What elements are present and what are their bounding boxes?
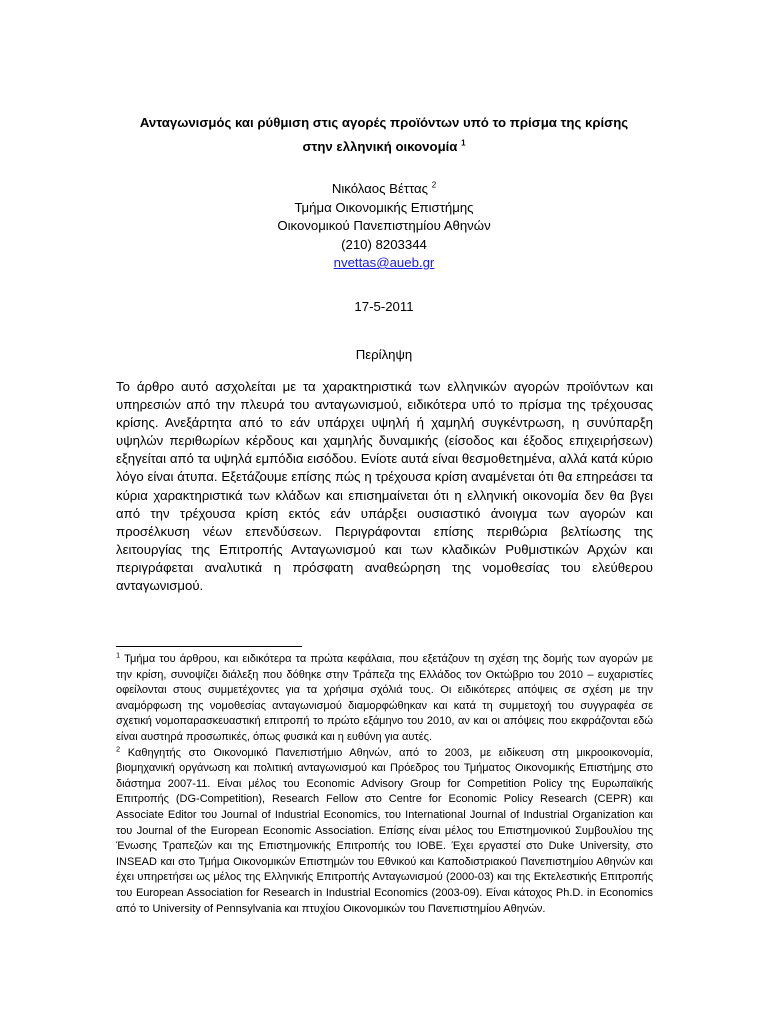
title-footnote-mark[interactable]: 1 xyxy=(461,138,466,148)
abstract-heading: Περίληψη xyxy=(355,347,413,362)
footnote-1-text: Τμήμα του άρθρου, και ειδικότερα τα πρώτα κεφάλαια, που εξετάζουν τη σχέση της δομής των αγορών με την κρίση, συνοψίζει διάλεξη που δόθηκε στην Τράπεζα της Ελλάδος τον Οκτώβριο του 2010 – ευχαριστίες οφείλονται στους συμμετέχοντες για τα χρήσιμα σχόλιά τους. Οι ειδικότερες απόψεις σε σχέση με την αναμόρφωση της νομοθεσίας ανταγωνισμού διαμορφώθηκαν και κατά τη συμμετοχή του συγγραφέα σε σχετική νομοπαρασκευαστική επιτροπή το πρώτο εξάμηνο του 2010, αν και οι απόψεις που εκφράζονται εδώ είναι αυστηρά προσωπικές, όπως φυσικά και η ευθύνη για αυτές. xyxy=(116,653,653,743)
author-department: Τμήμα Οικονομικής Επιστήμης xyxy=(294,199,474,215)
footnote-2 xyxy=(116,743,653,918)
abstract-text: Το άρθρο αυτό ασχολείται με τα χαρακτηριστικά των ελληνικών αγορών προϊόντων και υπηρεσιών από την πλευρά του ανταγωνισμού, ειδικότερα υπό το πρίσμα της τρέχουσας κρίσης. Ανεξάρτητα από το εάν υπάρχει υψηλή ή χαμηλή συγκέντρωση, η συνύπαρξη υψηλών περιθωρίων κέρδους και χαμηλής δυναμικής (είσοδος και έξοδος επιχειρήσεων) εξηγείται από τα υψηλά εμπόδια εισόδου. Ενίοτε αυτά είναι θεσμοθετημένα, αλλά κατά κύριο λόγο είναι άτυπα. Εξετάζουμε επίσης πώς η τρέχουσα κρίση αναμένεται ότι θα επηρεάσει τα κύρια χαρακτηριστικά των κλάδων και επισημαίνεται ότι η ελληνική οικονομία δεν θα βγει από την τρέχουσα κρίση εκτός εάν υπάρξει ουσιαστικό άνοιγμα των αγορών και προσέλκυση νέων επενδύσεων. Περιγράφονται επίσης περιθώρια βελτίωσης της λειτουργίας της Επιτροπής Ανταγωνισμού και των κλαδικών Ρυθμιστικών Αρχών και περιγράφεται αναλυτικά η πρόσφατη αναθεώρηση της νομοθεσίας του ελεύθερου ανταγωνισμού. xyxy=(116,379,653,594)
author-university: Οικονομικού Πανεπιστημίου Αθηνών xyxy=(277,218,491,233)
footnote-2-mark: 2 xyxy=(116,743,121,753)
author-footnote-mark[interactable]: 2 xyxy=(431,180,437,190)
title-line-2-text: στην ελληνική οικονομία xyxy=(302,139,458,154)
author-phone: (210) 8203344 xyxy=(341,236,427,252)
footnotes xyxy=(116,652,653,917)
footnote-1 xyxy=(116,652,653,746)
author-email-link[interactable]: nvettas@aueb.gr xyxy=(333,255,435,270)
author-name: Νικόλαος Βέττας xyxy=(331,181,429,196)
author-line xyxy=(200,180,568,199)
footnote-1-mark: 1 xyxy=(116,650,121,660)
paper-title xyxy=(100,111,668,159)
title-line-2 xyxy=(100,135,668,159)
title-line-1: Ανταγωνισμός και ρύθμιση στις αγορές προϊόντων υπό το πρίσμα της κρίσης xyxy=(139,115,629,130)
author-block xyxy=(200,180,568,273)
footnote-2-text: Καθηγητής στο Οικονομικό Πανεπιστήμιο Αθηνών, από το 2003, με ειδίκευση στη μικροοικονομία, βιομηχανική οργάνωση και πολιτική ανταγωνισμού και Πρόεδρος του Τμήματος Οικονομικής Επιστήμης στο διάστημα 2007-11. Είναι μέλος του Economic Advisory Group for Competition Policy της Ευρωπαϊκής Επιτροπής (DG-Competition), Research Fellow στο Centre for Economic Policy Research (CEPR) και Associate Editor του Journal of Industrial Economics, του International Journal of Industrial Organization και του Journal of the European Economic Association. Επίσης είναι μέλος του Επιστημονικού Συμβουλίου της Ένωσης Τραπεζών και της Επιστημονικής Επιτροπής του ΙΟΒΕ. Έχει εργαστεί στο Duke University, στο INSEAD και στο Τμήμα Οικονομικών Επιστημών του Εθνικού και Καποδιστριακού Πανεπιστημίου Αθηνών και έχει υπηρετήσει ως μέλος της Ελληνικής Επιτροπής Ανταγωνισμού (2000-03) και της Εκτελεστικής Επιτροπής του European Association for Research in Industrial Economics (2003-09). Είναι κάτοχος Ph.D. in Economics από το University of Pennsylvania και πτυχίου Οικονομικών του Πανεπιστημίου Αθηνών. xyxy=(116,746,653,915)
footnote-separator xyxy=(116,646,302,647)
document-date: 17-5-2011 xyxy=(354,299,414,314)
